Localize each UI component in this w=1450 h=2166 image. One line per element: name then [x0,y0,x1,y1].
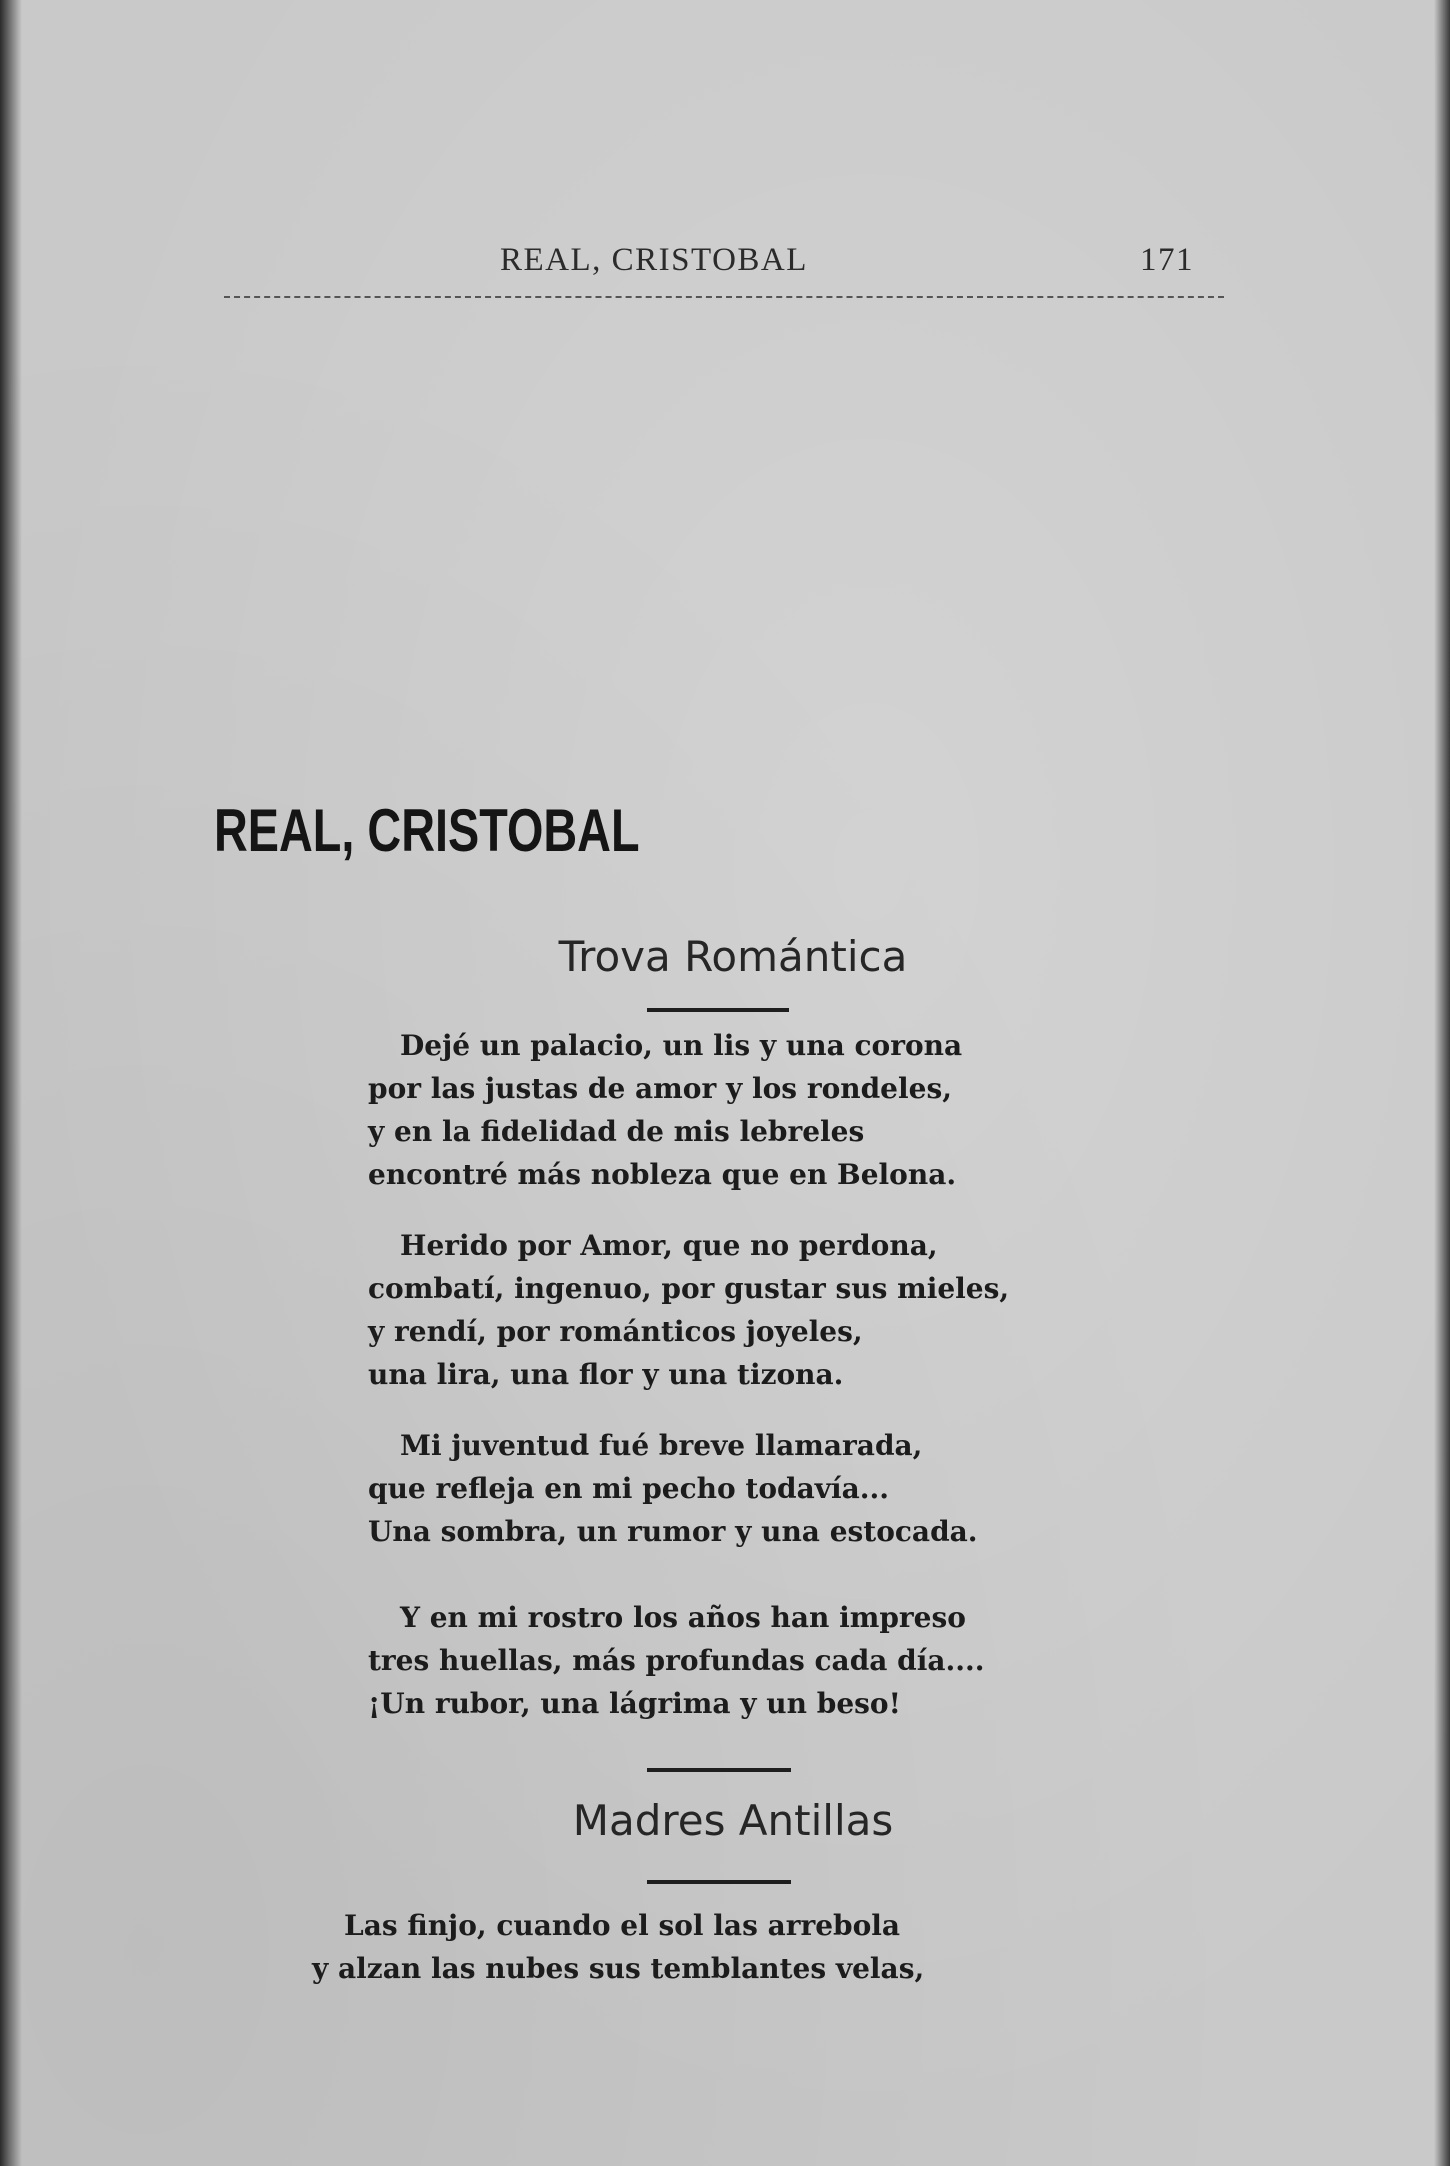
verse-line: que refleja en mi pecho todavía... [368,1472,890,1505]
page-number: 171 [1140,242,1194,278]
title-rule [647,1880,791,1884]
stanza-4 [368,1596,985,1725]
verse-line: tres huellas, más profundas cada día.... [368,1644,985,1677]
verse-line: Dejé un palacio, un lis y una corona [400,1029,963,1062]
verse-line: Mi juventud fué breve llamarada, [400,1429,923,1462]
verse-line: por las justas de amor y los rondeles, [368,1072,952,1105]
running-head-title: REAL, CRISTOBAL [500,242,808,278]
stanza-3 [368,1424,978,1553]
poem-title-madres-antillas: Madres Antillas [572,1796,894,1845]
stanza-5 [312,1904,924,1990]
running-head-rule [224,296,1224,298]
verse-line: Herido por Amor, que no perdona, [400,1229,938,1262]
verse-line: Y en mi rostro los años han impreso [400,1601,966,1634]
poem-separator-rule [647,1768,791,1772]
poem-title-trova-romantica: Trova Romántica [558,932,908,981]
verse-line: y alzan las nubes sus temblantes velas, [312,1952,925,1985]
verse-line: y rendí, por románticos joyeles, [368,1315,863,1348]
title-rule [647,1008,789,1012]
verse-line: combatí, ingenuo, por gustar sus mieles, [368,1272,1010,1305]
stanza-1 [368,1024,962,1196]
verse-line: Una sombra, un rumor y una estocada. [368,1515,978,1548]
running-head [224,242,1224,298]
verse-line: ¡Un rubor, una lágrima y un beso! [368,1687,901,1720]
verse-line: encontré más nobleza que en Belona. [368,1158,957,1191]
author-heading: REAL, CRISTOBAL [214,797,640,864]
verse-line: y en la fidelidad de mis lebreles [368,1115,865,1148]
verse-line: una lira, una flor y una tizona. [368,1358,844,1391]
stanza-2 [368,1224,1009,1396]
verse-line: Las finjo, cuando el sol las arrebola [344,1909,901,1942]
